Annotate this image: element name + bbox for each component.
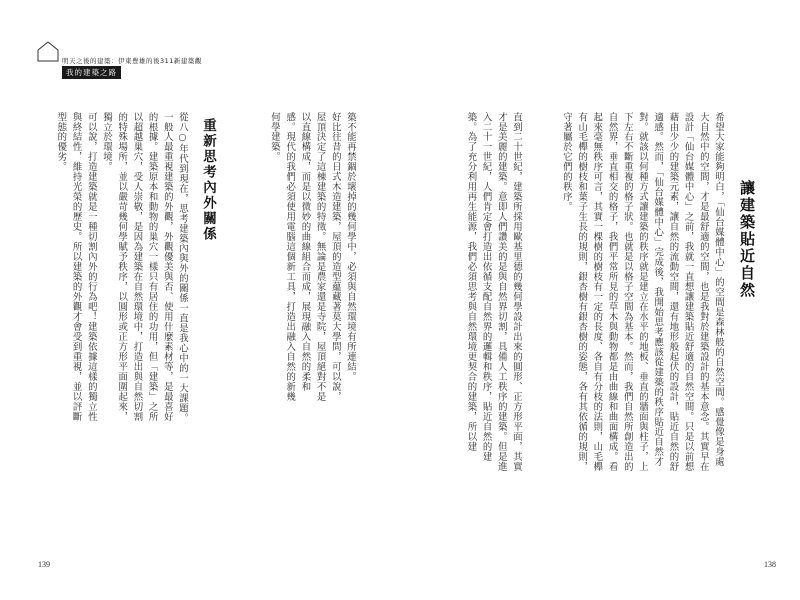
- chapter-tab: 我的建築之路: [62, 66, 121, 79]
- right-page-paragraph-b: 直到二十世紀，建築所採用歐基里德的幾何學設計出來的圓形、正方形平面，其實才是美麗的建築。意即人們讚美的是與自然界切割，具備人工秩序的建築。但是進入二十一世紀，人們肯定會打造出依循支配自然界的邏輯和秩序，貼近自然的建築。為了充分利用再生能源，我們必須思考與自然環境更契合的建築，所以建: [465, 112, 522, 472]
- left-page-paragraph-b: 從八○年代到現在，思考建築內與外的關係一直是我心中的一大課題。一般人最重視建築的外觀，外觀優美與否、使用什麼素材等，是最喜好的根據。建築原本和動物的巢穴一樣只有居住的功用，但「建築」之所以超越巢穴，受人崇敬，是因為建築在自然環境中，打造出與自然切割的特殊場所，並以嚴苛幾何學賦予秩序，以圓形或正方形平面圍起來，獨立於環境。 可以說，打造建築就是一種切割內外的行為吧！建築依據這樣的獨立性與終結性，維持光榮的歷史。所以建築的外觀才會受到重視，並以評斷型態的優劣。: [55, 112, 188, 424]
- left-page-section-heading: 重新思考內外關係: [200, 118, 216, 242]
- left-page-number: 139: [38, 560, 50, 569]
- book-title: 明天之後的建築：伊東豊雄的後311新建築觀: [62, 57, 202, 65]
- right-page-section-heading: 讓建築貼近自然: [738, 180, 756, 299]
- right-page-number: 138: [764, 560, 776, 569]
- house-outline-icon: [36, 40, 60, 62]
- left-page-paragraph-a: 築不能再禁錮於壞掉的幾何學中，必須與自然環境有所連結。 好比往昔的日式木造建築，屋頂的造型蘊藏著莫大學問，可以說，屋頂決定了這棟建築的特徵。無論是農家還是寺院，屋頂絕對不是以直線構成，而是以微妙的曲線組合而成，展現融入自然的柔和感。現代的我們必須使用電腦這個新工具，打造出融入自然的新幾何學建築。: [268, 112, 356, 402]
- right-page-paragraph-a: 希望大家能夠明白，「仙台媒體中心」的空間是森林般的自然空間。感覺像是身處大自然中的空間，才是最舒適的空間，也是我對於建築設計的基本意念。其實早在設計「仙台媒體中心」之前，我就一直想讓建築貼近舒適的自然空間。只是以前想藉由少少的建築元素，讓自然的流動空間，還有地形般起伏的設計，貼近自然的舒適感。然而，「仙台媒體中心」完成後，我開始思考應該從建築的秩序貼近自然才對。就該以何種方式讓建築的秩序就是建立在水平的地板、垂直的牆面與柱子，上下左右不斷重複的格子狀。也就是以格子空間為基本。然而，我們自然所創造出的自然界，垂直相交的格子，我們平常所見的草木與動物都是由曲線和曲面構成。看起來毫無秩序可言，其實一棵樹的樹枝有一定的長度、各自有分枝的法則，山毛櫸有山毛櫸的樹枝和葉子生長的規則，銀杏樹有銀杏樹的姿態，各有其依循的規則，守著屬於它們的秩序。: [560, 112, 724, 472]
